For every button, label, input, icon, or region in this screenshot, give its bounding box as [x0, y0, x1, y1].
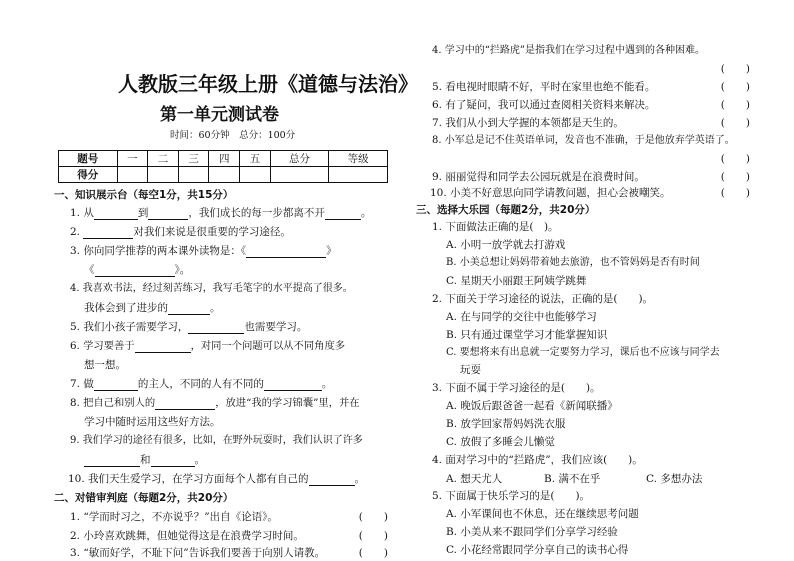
q6-text-a: 6. 学习要善于 — [70, 340, 135, 352]
q3-text-b: 》 — [326, 245, 337, 257]
answer-blank[interactable] — [135, 341, 191, 353]
score-table — [58, 150, 388, 183]
s3-q3-stem: 3. 下面不属于学习途径的是( )。 — [432, 382, 601, 394]
s2-item-6 — [432, 98, 750, 112]
score-cell[interactable] — [240, 167, 271, 183]
q1-text-b: 到 — [137, 207, 149, 219]
q10-text-a: 10. 我们天生爱学习，在学习方面每个人都有自己的 — [68, 473, 309, 485]
q1-text-d: 。 — [360, 207, 372, 219]
score-cell[interactable] — [329, 167, 388, 183]
q6-text-b: ，对同一个问题可以从不同角度多 — [190, 340, 346, 352]
s3-q1-option-c[interactable]: C. 星期天小丽跟王阿姨学跳舞 — [446, 275, 587, 287]
q5-text-a: 5. 我们小孩子需要学习， — [70, 321, 189, 333]
score-cell[interactable] — [178, 167, 209, 183]
s3-q2-option-c-cont: 玩耍 — [460, 364, 481, 376]
score-row-label: 得分 — [59, 167, 118, 183]
s2-item-1 — [70, 510, 388, 524]
answer-blank[interactable] — [246, 246, 326, 258]
q2-text-b: 对我们来说是很重要的学习途径。 — [133, 226, 291, 238]
q3-text-a: 3. 你向同学推荐的两本课外读物是：《 — [70, 245, 247, 257]
s1-question-6-cont: 想一想。 — [84, 359, 126, 371]
answer-blank[interactable] — [148, 208, 188, 220]
score-table-header-row — [59, 151, 388, 167]
answer-blank[interactable] — [84, 455, 140, 467]
answer-blank[interactable] — [309, 474, 355, 486]
score-header-cell: 五 — [240, 151, 271, 167]
s2-item-text: 5. 看电视时眼睛不好，平时在家里也绝不能看。 — [432, 81, 656, 93]
s1-question-4-cont — [84, 301, 221, 315]
answer-paren[interactable]: ( ) — [720, 153, 750, 165]
s3-q1-option-b[interactable]: B. 小美总想让妈妈带着她去旅游，也不管妈妈是否有时间 — [446, 257, 700, 268]
answer-blank[interactable] — [264, 379, 322, 391]
s1-question-8 — [70, 396, 360, 410]
answer-blank[interactable] — [151, 455, 195, 467]
s1-question-8-cont: 学习中随时运用这些好方法。 — [84, 416, 221, 428]
s2-item-text: 6. 有了疑问，我可以通过查阅相关资料来解决。 — [432, 99, 656, 111]
answer-paren[interactable]: ( ) — [358, 511, 388, 523]
answer-blank[interactable] — [188, 322, 244, 334]
answer-blank[interactable] — [155, 398, 215, 410]
q1-text-c: ，我们成长的每一步都离不开 — [188, 207, 325, 219]
s3-q5-stem: 5. 下面属于快乐学习的是( )。 — [432, 490, 591, 502]
q9-cont-b: 和 — [140, 454, 151, 466]
s1-question-4: 4. 我喜欢书法，经过刻苦练习，我写毛笔字的水平提高了很多。 — [70, 283, 353, 294]
s2-item-text: 7. 我们从小到大学握的本领都是天生的。 — [432, 117, 624, 129]
score-cell[interactable] — [270, 167, 329, 183]
s3-q2-option-a[interactable]: A. 在与同学的交往中也能够学习 — [446, 311, 597, 323]
s3-q3-option-c[interactable]: C. 放假了多睡会儿懒觉 — [446, 436, 555, 448]
answer-paren[interactable]: ( ) — [358, 547, 388, 559]
score-header-cell: 总分 — [270, 151, 329, 167]
q9-cont-c: 。 — [194, 454, 205, 466]
s3-q2-option-c[interactable]: C. 要想将来有出息就一定要努力学习，课后也不应该与同学去 — [446, 347, 720, 358]
s1-question-7 — [70, 377, 332, 391]
answer-blank[interactable] — [94, 208, 138, 220]
answer-paren[interactable]: ( ) — [720, 81, 750, 93]
s2-item-text: 2. 小玲喜欢跳舞，但她觉得这是在浪费学习时间。 — [70, 530, 304, 542]
q4-cont-b: 。 — [210, 302, 221, 314]
s1-question-10 — [68, 472, 365, 486]
s1-question-9: 9. 我们学习的途径有很多，比如，在野外玩耍时，我们认识了许多 — [70, 435, 363, 446]
s2-item-9 — [432, 170, 750, 184]
section3-title: 三、选择大乐园（每题2分，共20分） — [416, 204, 596, 216]
s2-item-text: 9. 丽丽觉得和同学去公园玩就是在浪费时间。 — [432, 171, 645, 183]
s3-q2-option-b[interactable]: B. 只有通过课堂学习才能掌握知识 — [446, 329, 608, 341]
answer-blank[interactable] — [94, 379, 138, 391]
q10-text-b: 。 — [354, 473, 366, 485]
s3-q1-stem: 1. 下面做法正确的是( )。 — [432, 221, 559, 233]
answer-blank[interactable] — [168, 303, 210, 315]
q7-text-b: 的主人，不同的人有不同的 — [137, 378, 264, 390]
q5-text-b: 也需要学习。 — [244, 321, 308, 333]
s3-q2-stem: 2. 下面关于学习途径的说法，正确的是( )。 — [432, 293, 654, 305]
s1-question-2 — [70, 225, 291, 239]
s3-q5-option-a[interactable]: A. 小军课间也不休息，还在继续思考问题 — [446, 508, 639, 520]
answer-blank[interactable] — [83, 227, 133, 239]
s3-q4-stem: 4. 面对学习中的“拦路虎”，我们应该( )。 — [432, 454, 643, 466]
s1-question-1 — [70, 206, 371, 220]
answer-paren[interactable]: ( ) — [720, 63, 750, 75]
score-table-score-row — [59, 167, 388, 183]
section1-title: 一、知识展示台（每空1分，共15分） — [54, 189, 234, 201]
s3-q5-option-c[interactable]: C. 小花经常跟同学分享自己的读书心得 — [446, 544, 629, 556]
q7-text-a: 7. 做 — [70, 378, 94, 390]
s1-question-3-cont — [84, 263, 190, 277]
main-title: 人教版三年级上册《道德与法治》 — [118, 72, 418, 96]
s3-q4-option-c[interactable]: C. 多想办法 — [646, 473, 703, 485]
s3-q5-option-b[interactable]: B. 小美从来不跟同学们分享学习经验 — [446, 526, 618, 538]
s2-item-3 — [70, 546, 388, 560]
answer-blank[interactable] — [95, 265, 175, 277]
answer-blank[interactable] — [325, 208, 361, 220]
s2-item-8: 8. 小军总是记不住英语单词，发音也不准确，于是他放弃学英语了。 — [432, 135, 735, 146]
q3-cont-a: 《 — [84, 264, 95, 276]
q2-text-a: 2. — [70, 226, 84, 238]
s3-q1-option-a[interactable]: A. 小明一放学就去打游戏 — [446, 239, 566, 251]
s2-item-4: 4. 学习中的“拦路虎”是指我们在学习过程中遇到的各种困难。 — [432, 45, 705, 56]
section2-title: 二、对错审判庭（每题2分，共20分） — [54, 492, 234, 504]
s3-q3-option-a[interactable]: A. 晚饭后跟爸爸一起看《新闻联播》 — [446, 400, 618, 412]
s3-q4-option-a[interactable]: A. 想天尤人 — [446, 473, 503, 485]
answer-paren[interactable]: ( ) — [358, 530, 388, 542]
s1-question-6 — [70, 339, 345, 353]
answer-paren[interactable]: ( ) — [720, 117, 750, 129]
s2-item-text: 1. “学而时习之，不亦说乎？”出自《论语》。 — [70, 511, 278, 523]
s2-item-text: 3. “敏而好学，不耻下问”告诉我们要善于向别人请教。 — [70, 547, 326, 559]
s2-item-7 — [432, 116, 750, 130]
s1-question-9-cont — [84, 453, 205, 467]
score-header-cell: 四 — [209, 151, 240, 167]
time-info: 时间：60分钟 总分：100分 — [170, 130, 296, 141]
score-cell[interactable] — [209, 167, 240, 183]
q3-cont-b: 》。 — [174, 264, 191, 276]
score-cell[interactable] — [148, 167, 179, 183]
s2-item-text: 10. 小美不好意思向同学请教问题，担心会被嘲笑。 — [430, 187, 671, 199]
score-header-cell: 等级 — [329, 151, 388, 167]
sub-title: 第一单元测试卷 — [160, 105, 279, 125]
answer-paren[interactable]: ( ) — [720, 99, 750, 111]
score-header-cell: 题号 — [59, 151, 118, 167]
s3-q3-option-b[interactable]: B. 放学回家帮妈妈洗衣服 — [446, 418, 566, 430]
q7-text-c: 。 — [321, 378, 333, 390]
score-cell[interactable] — [117, 167, 148, 183]
s1-question-5 — [70, 320, 307, 334]
q4-cont-a: 我体会到了进步的 — [84, 302, 168, 314]
s3-q4-option-b[interactable]: B. 满不在乎 — [544, 473, 601, 485]
score-header-cell: 一 — [117, 151, 148, 167]
s1-question-3 — [70, 244, 337, 258]
score-header-cell: 三 — [178, 151, 209, 167]
q8-text-a: 8. 把自己和别人的 — [70, 397, 156, 409]
q1-text-a: 1. 从 — [70, 207, 94, 219]
s2-item-10 — [430, 186, 750, 200]
s2-item-5 — [432, 80, 750, 94]
q8-text-b: ，放进“我的学习锦囊”里，并在 — [215, 397, 360, 409]
answer-paren[interactable]: ( ) — [720, 187, 750, 199]
score-header-cell: 二 — [148, 151, 179, 167]
answer-paren[interactable]: ( ) — [720, 171, 750, 183]
s2-item-2 — [70, 529, 388, 543]
